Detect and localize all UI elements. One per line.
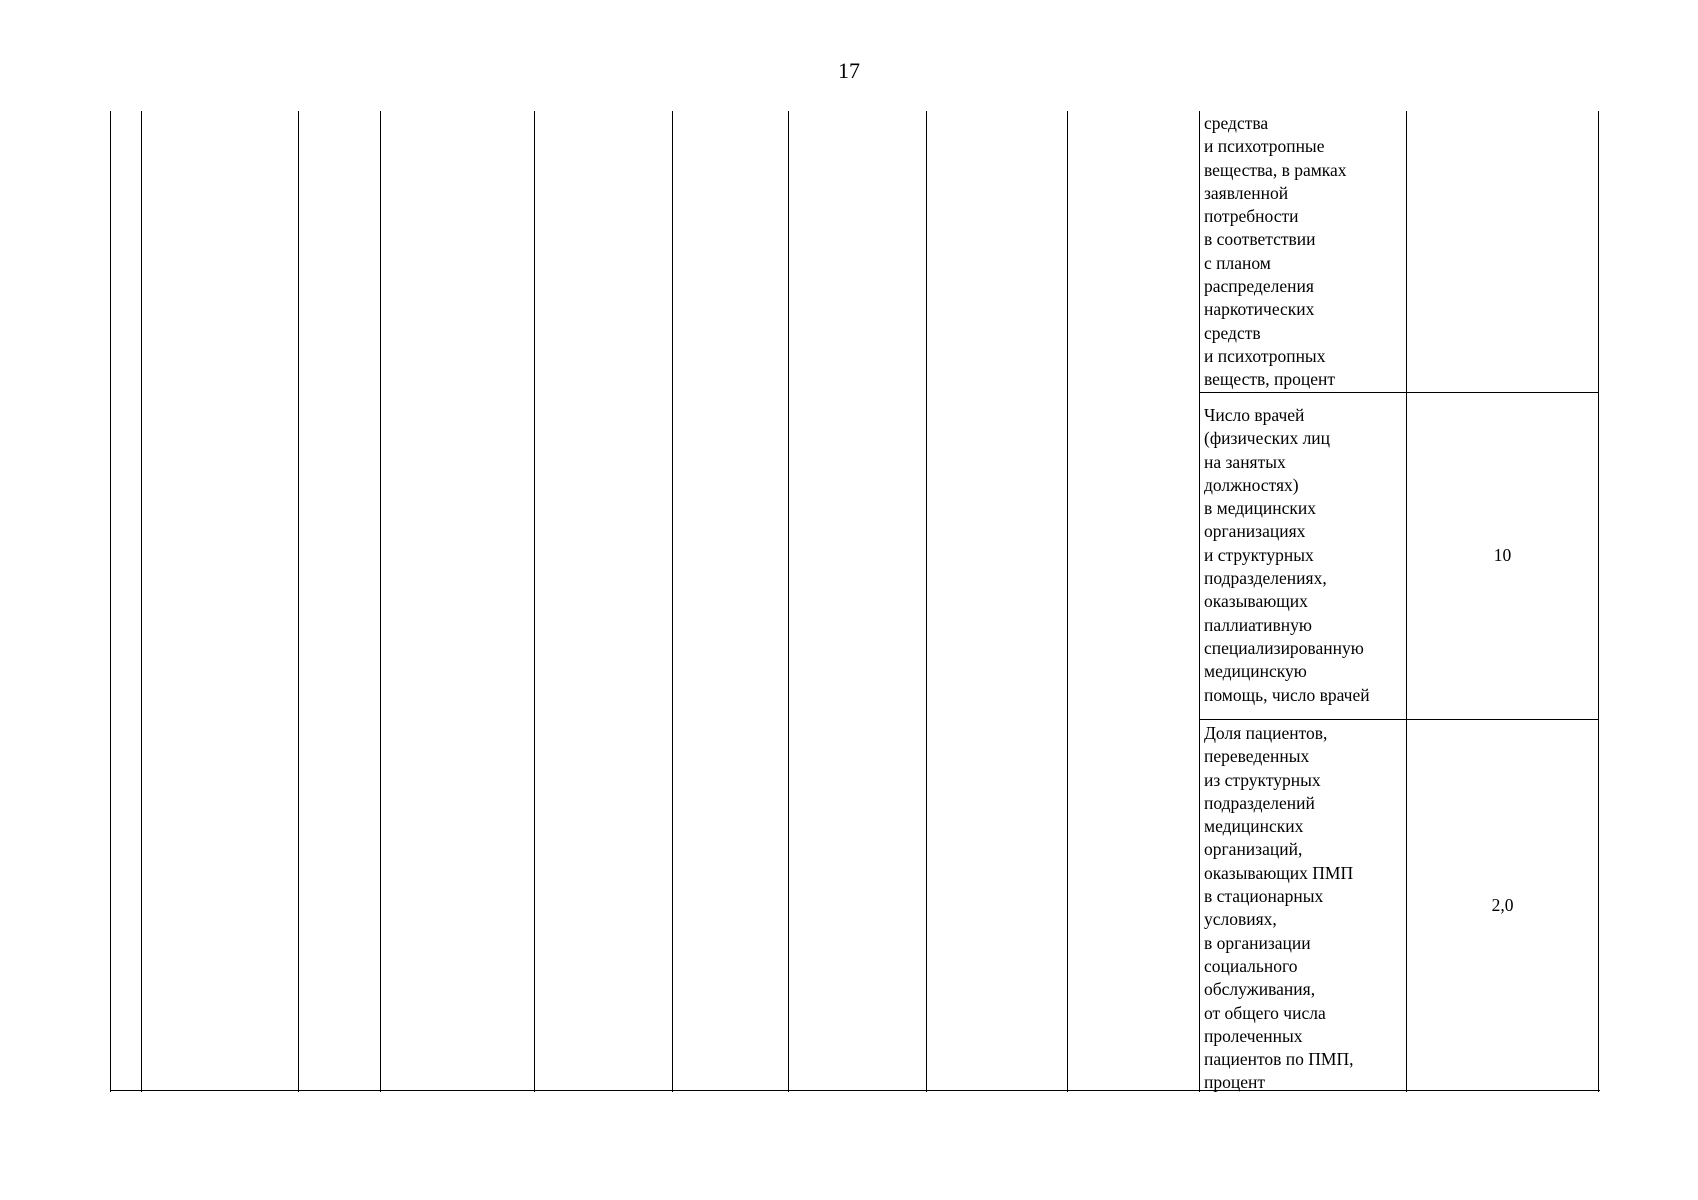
- indicator-cell: Число врачей (физических лиц на занятых должностях) в медицинских организациях и структурных подразделениях, оказывающих паллиативную специализированную медицинскую помощь, число врачей: [1204, 405, 1370, 705]
- column-divider: [926, 111, 927, 1092]
- column-divider: [298, 111, 299, 1092]
- indicator-cell: Доля пациентов, переведенных из структурных подразделений медицинских организаций, оказывающих ПМП в стационарных условиях, в организации социального обслуживания, от общего числа пролеченных пациентов по ПМП, процент: [1204, 723, 1354, 1093]
- row-divider: [1199, 392, 1599, 393]
- column-divider: [534, 111, 535, 1092]
- column-divider: [672, 111, 673, 1092]
- table-border-left: [110, 111, 111, 1092]
- column-divider: [141, 111, 142, 1092]
- column-divider: [1067, 111, 1068, 1092]
- indicator-cell: средства и психотропные вещества, в рамках заявленной потребности в соответствии с планом распределения наркотических средств и психотропных веществ, процент: [1204, 113, 1347, 390]
- column-divider: [380, 111, 381, 1092]
- row-divider: [1199, 719, 1599, 720]
- column-divider: [788, 111, 789, 1092]
- value-cell: 10: [1493, 545, 1512, 565]
- page-number: 17: [838, 58, 860, 83]
- value-cell: 2,0: [1491, 895, 1514, 915]
- column-divider: [1199, 111, 1200, 1092]
- table-border-right: [1598, 111, 1599, 1092]
- table-continuation: [110, 111, 1599, 1092]
